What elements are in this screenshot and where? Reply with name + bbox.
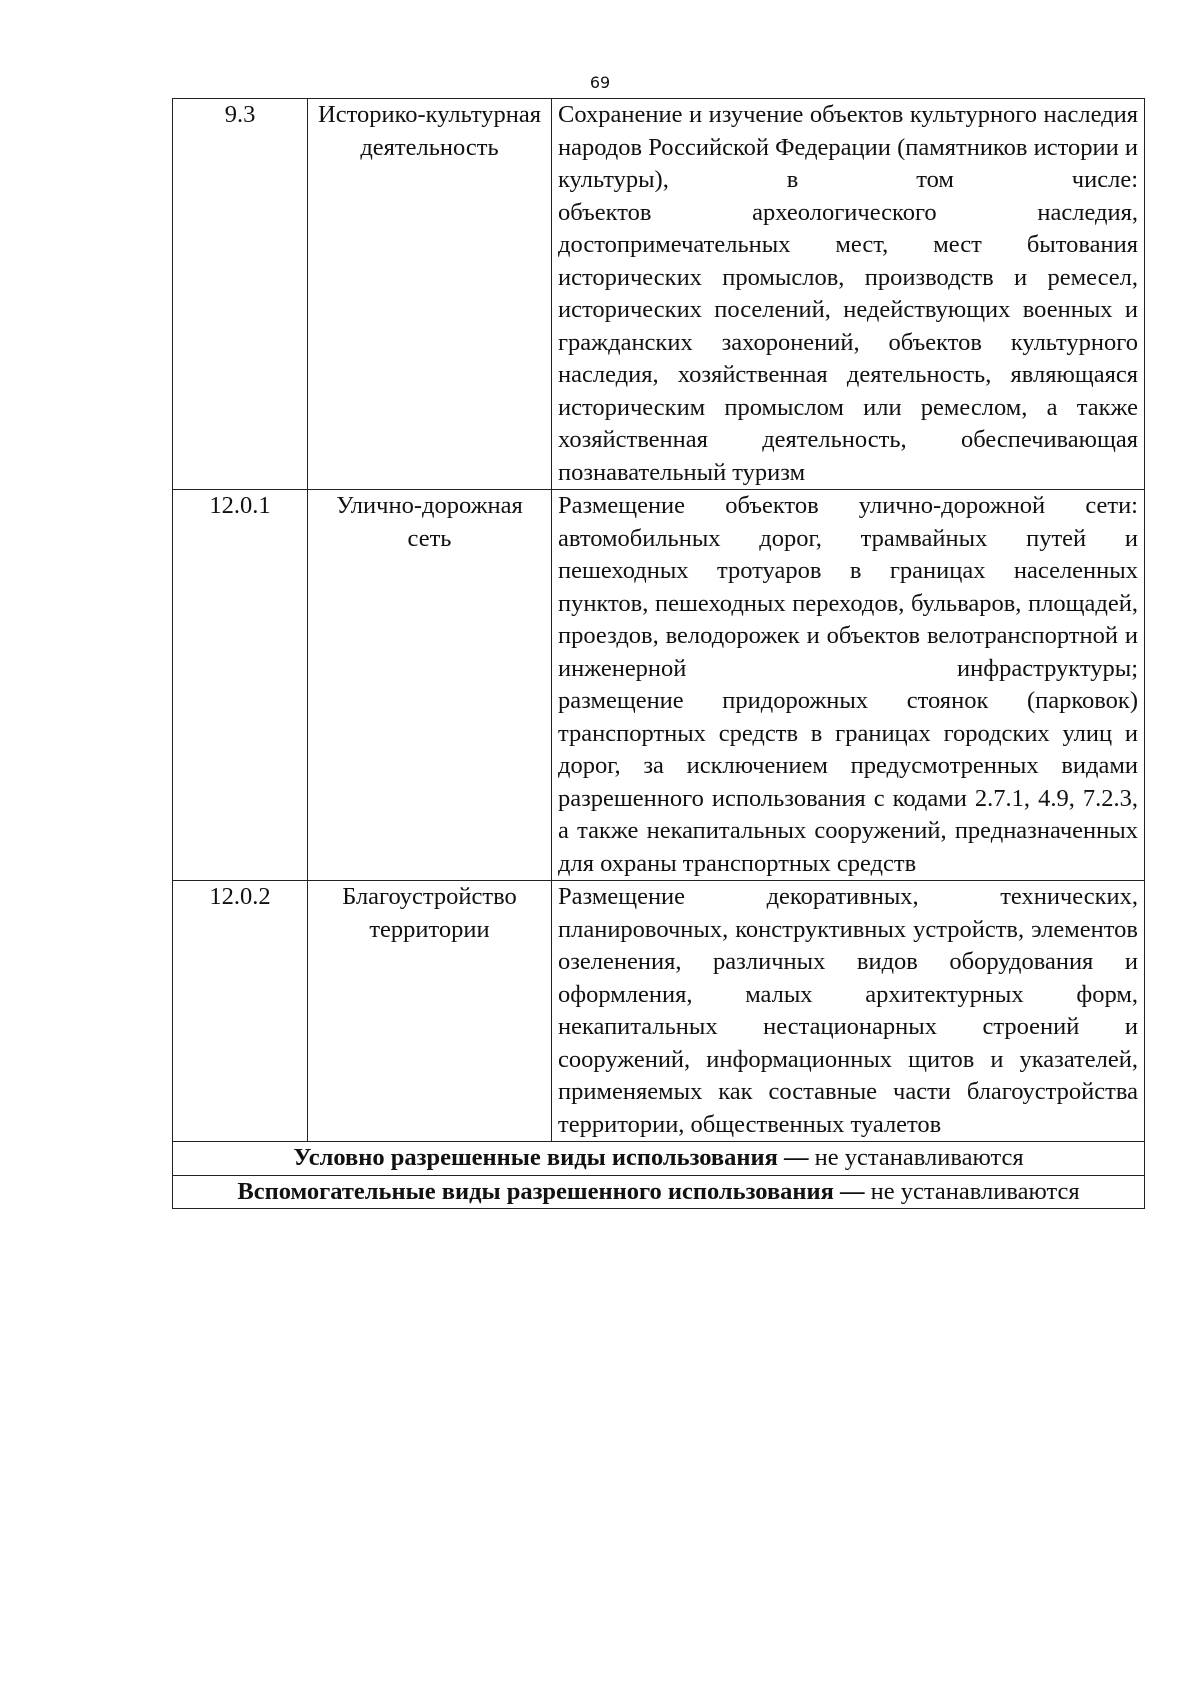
description-paragraph: Сохранение и изучение объектов культурного наследия народов Российской Федерации (памятников истории и культуры), в том числе: bbox=[558, 101, 1138, 193]
conditional-uses-heading: Условно разрешенные виды использования — bbox=[293, 1144, 809, 1171]
auxiliary-uses-row bbox=[173, 1175, 1145, 1209]
use-code: 12.0.1 bbox=[173, 490, 308, 881]
table-row bbox=[173, 490, 1145, 881]
use-description bbox=[552, 881, 1145, 1142]
auxiliary-uses-cell bbox=[173, 1175, 1145, 1209]
use-code: 9.3 bbox=[173, 99, 308, 490]
use-description bbox=[552, 99, 1145, 490]
conditional-uses-cell bbox=[173, 1142, 1145, 1176]
use-name: Благоустройство территории bbox=[308, 881, 552, 1142]
page-number: 69 bbox=[589, 73, 611, 92]
land-use-table bbox=[172, 98, 1145, 1209]
use-description bbox=[552, 490, 1145, 881]
table-row bbox=[173, 99, 1145, 490]
description-paragraph: объектов археологического наследия, достопримечательных мест, мест бытования исторических промыслов, производств и ремесел, исторических поселений, недействующих военных и гражданских захоронений, объектов культурного наследия, хозяйственная деятельность, являющаяся историческим промыслом или ремеслом, а также хозяйственная деятельность, обеспечивающая познавательный туризм bbox=[558, 198, 1138, 486]
auxiliary-uses-status: не устанавливаются bbox=[864, 1177, 1080, 1205]
table-row bbox=[173, 881, 1145, 1142]
description-paragraph: Размещение декоративных, технических, планировочных, конструктивных устройств, элементов озеленения, различных видов оборудования и оформления, малых архитектурных форм, некапитальных нестационарных строений и сооружений, информационных щитов и указателей, применяемых как составные части благоустройства территории, общественных туалетов bbox=[558, 883, 1138, 1138]
description-paragraph: Размещение объектов улично-дорожной сети: автомобильных дорог, трамвайных путей и пешеходных тротуаров в границах населенных пунктов, пешеходных переходов, бульваров, площадей, проездов, велодорожек и объектов велотранспортной и инженерной инфраструктуры; bbox=[558, 492, 1138, 682]
use-name: Улично-дорожная сеть bbox=[308, 490, 552, 881]
conditional-uses-status: не устанавливаются bbox=[808, 1144, 1024, 1171]
conditional-uses-row bbox=[173, 1142, 1145, 1176]
auxiliary-uses-heading: Вспомогательные виды разрешенного использования — bbox=[237, 1177, 865, 1205]
description-paragraph: размещение придорожных стоянок (парковок) транспортных средств в границах городских улиц и дорог, за исключением предусмотренных видами разрешенного использования с кодами 2.7.1, 4.9, 7.2.3, а также некапитальных сооружений, предназначенных для охраны транспортных средств bbox=[558, 687, 1138, 877]
use-name: Историко-культурная деятельность bbox=[308, 99, 552, 490]
use-code: 12.0.2 bbox=[173, 881, 308, 1142]
